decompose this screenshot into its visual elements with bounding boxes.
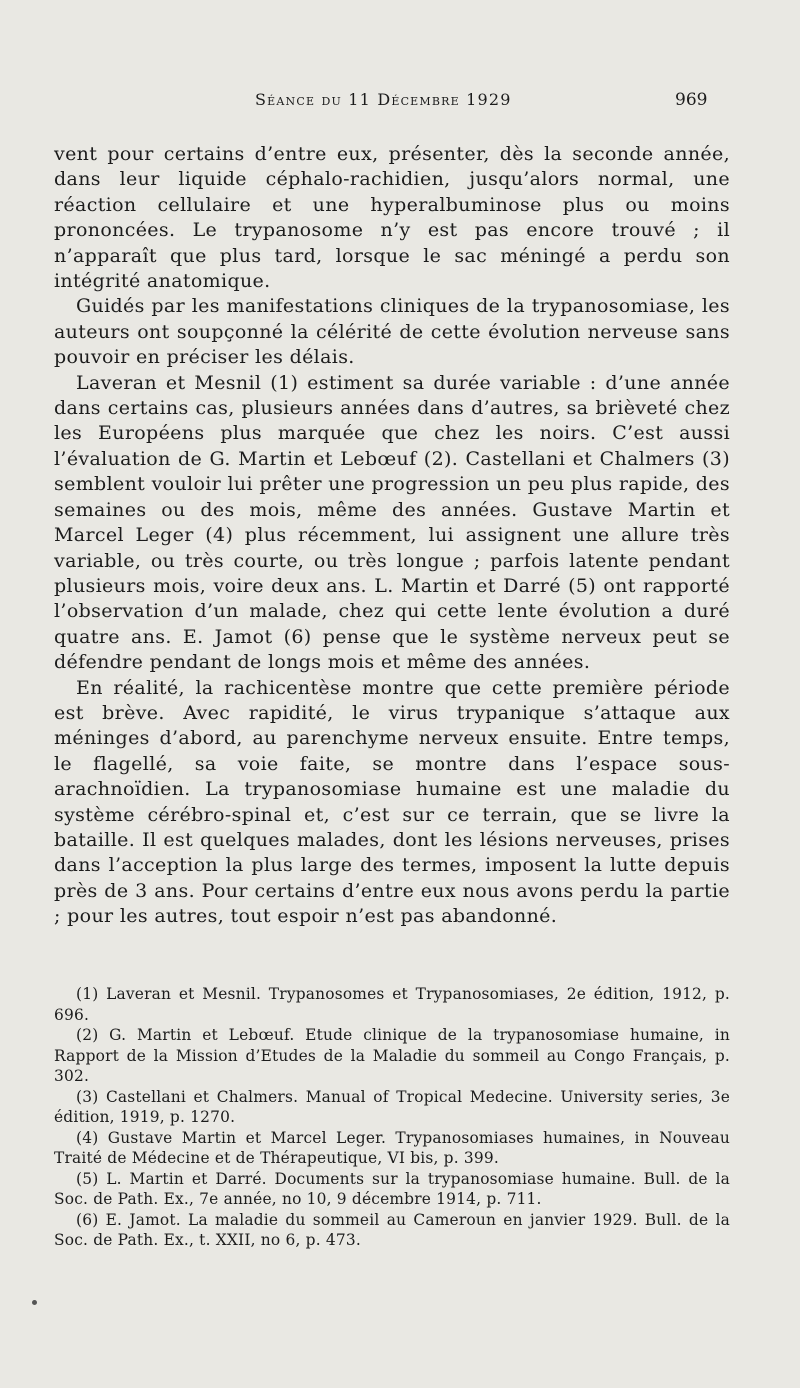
- body-text: [54, 142, 730, 930]
- body-paragraph: En réalité, la rachicentèse montre que cette première période est brève. Avec rapidité, le virus trypanique s’attaque aux méninges d’abord, au parenchyme nerveux ensuite. Entre temps, le flagellé, sa voie faite, se montre dans l’espace sous-arachnoïdien. La trypanosomiase humaine est une maladie du système cérébro-spinal et, c’est sur ce terrain, que se livre la bataille. Il est quelques malades, dont les lésions nerveuses, prises dans l’acception la plus large des termes, imposent la lutte depuis près de 3 ans. Pour certains d’entre eux nous avons perdu la partie ; pour les autres, tout espoir n’est pas abandonné.: [54, 676, 730, 928]
- page-number: 969: [675, 90, 708, 110]
- footnote: (6) E. Jamot. La maladie du sommeil au Cameroun en janvier 1929. Bull. de la Soc. de Path. Ex., t. XXII, no 6, p. 473.: [54, 1210, 730, 1249]
- body-paragraph: vent pour certains d’entre eux, présenter, dès la seconde année, dans leur liquide céphalo-rachidien, jusqu’alors normal, une réaction cellulaire et une hyperalbuminose plus ou moins prononcées. Le trypanosome n’y est pas encore trouvé ; il n’apparaît que plus tard, lorsque le sac méningé a perdu son intégrité anatomique.: [54, 143, 730, 293]
- footnote: (2) G. Martin et Lebœuf. Etude clinique de la trypanosomiase humaine, in Rapport de la Mission d’Etudes de la Maladie du sommeil au Congo Français, p. 302.: [54, 1026, 730, 1085]
- footnote: (1) Laveran et Mesnil. Trypanosomes et Trypanosomiases, 2e édition, 1912, p. 696.: [54, 985, 730, 1024]
- running-head: [0, 90, 800, 114]
- body-paragraph: Guidés par les manifestations cliniques de la trypanosomiase, les auteurs ont soupçonné la célérité de cette évolution nerveuse sans pouvoir en préciser les délais.: [54, 295, 730, 369]
- footnote: (4) Gustave Martin et Marcel Leger. Trypanosomiases humaines, in Nouveau Traité de Médecine et de Thérapeutique, VI bis, p. 399.: [54, 1128, 730, 1167]
- body-paragraph: Laveran et Mesnil (1) estiment sa durée variable : d’une année dans certains cas, plusieurs années dans d’autres, sa brièveté chez les Européens plus marquée que chez les noirs. C’est aussi l’évaluation de G. Martin et Lebœuf (2). Castellani et Chalmers (3) semblent vouloir lui prêter une progression un peu plus rapide, des semaines ou des mois, même des années. Gustave Martin et Marcel Leger (4) plus récemment, lui assignent une allure très variable, ou très courte, ou très longue ; parfois latente pendant plusieurs mois, voire deux ans. L. Martin et Darré (5) ont rapporté l’observation d’un malade, chez qui cette lente évolution a duré quatre ans. E. Jamot (6) pense que le système nerveux peut se défendre pendant de longs mois et même des années.: [54, 371, 730, 674]
- print-speck: [32, 1300, 37, 1305]
- footnote: (3) Castellani et Chalmers. Manual of Tropical Medecine. University series, 3e édition, 1919, p. 1270.: [54, 1087, 730, 1126]
- footnotes: [54, 984, 730, 1251]
- footnote: (5) L. Martin et Darré. Documents sur la trypanosomiase humaine. Bull. de la Soc. de Path. Ex., 7e année, no 10, 9 décembre 1914, p. 711.: [54, 1169, 730, 1208]
- running-head-title: Séance du 11 Décembre 1929: [255, 90, 512, 109]
